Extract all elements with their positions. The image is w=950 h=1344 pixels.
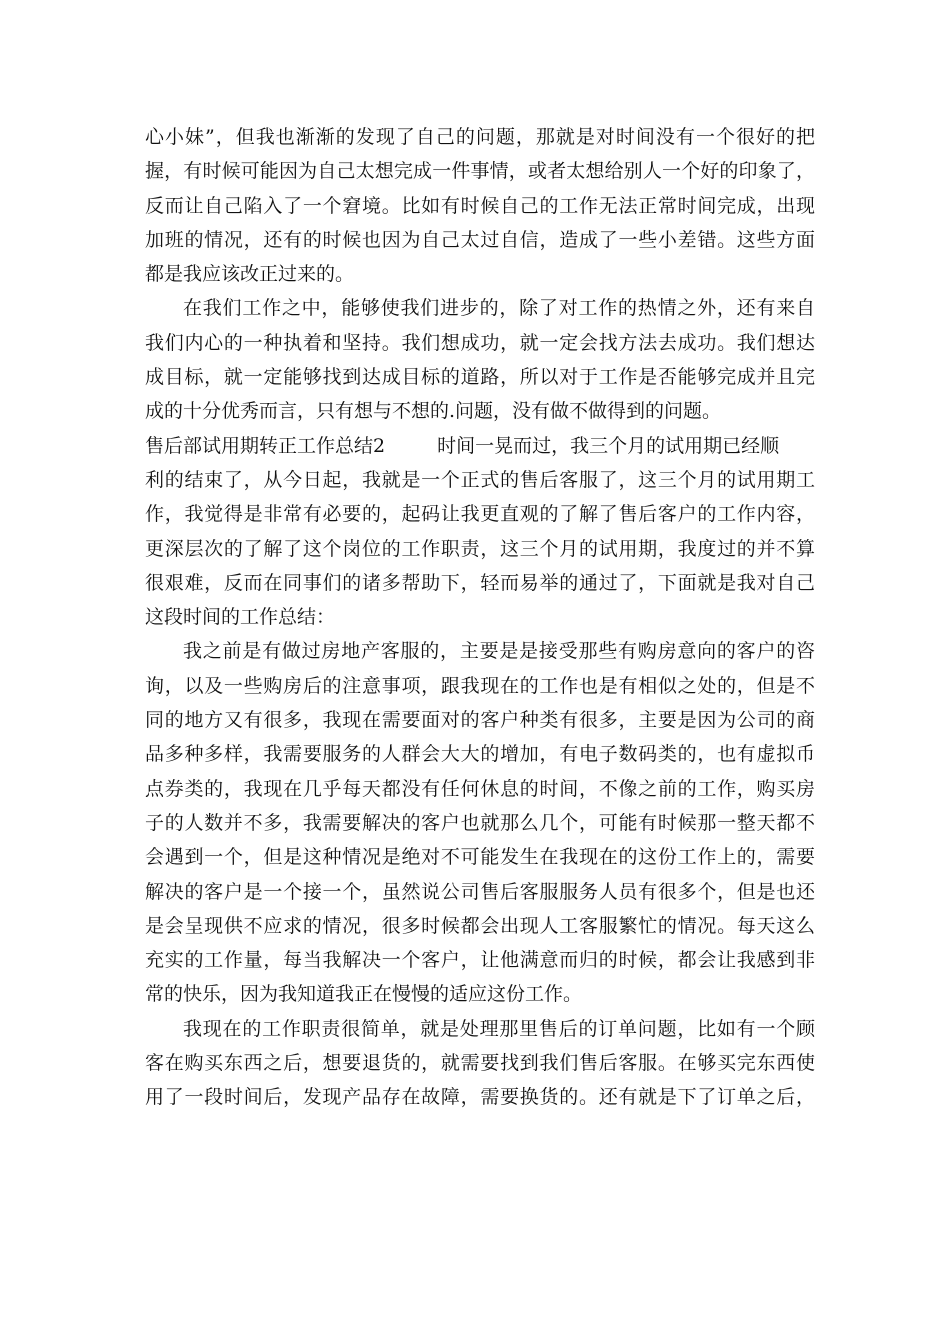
text-line: 会遇到一个，但是这种情况是绝对不可能发生在我现在的这份工作上的，需要 <box>145 846 815 869</box>
section-heading: 售后部试用期转正工作总结2 <box>145 434 386 457</box>
text-line: 询，以及一些购房后的注意事项，跟我现在的工作也是有相似之处的，但是不 <box>145 674 815 697</box>
text-line: 更深层次的了解了这个岗位的工作职责，这三个月的试用期，我度过的并不算 <box>145 537 815 560</box>
text-line: 我们内心的一种执着和坚持。我们想成功，就一定会找方法去成功。我们想达 <box>145 331 815 354</box>
text-line: 常的快乐，因为我知道我正在慢慢的适应这份工作。 <box>145 983 583 1006</box>
paragraph-first-line: 我之前是有做过房地产客服的，主要是是接受那些有购房意向的客户的咨 <box>183 640 815 663</box>
text-line: 客在购买东西之后，想要退货的，就需要找到我们售后客服。在够买完东西使 <box>145 1052 815 1075</box>
text-line: 反而让自己陷入了一个窘境。比如有时候自己的工作无法正常时间完成，出现 <box>145 194 815 217</box>
paragraph-first-line: 在我们工作之中，能够使我们进步的，除了对工作的热情之外，还有来自 <box>183 297 815 320</box>
text-line: 握，有时候可能因为自己太想完成一件事情，或者太想给别人一个好的印象了， <box>145 160 815 183</box>
text-line: 作，我觉得是非常有必要的，起码让我更直观的了解了售后客户的工作内容， <box>145 503 815 526</box>
text-line: 这段时间的工作总结： <box>145 606 336 629</box>
text-line: 成的十分优秀而言，只有想与不想的.问题，没有做不做得到的问题。 <box>145 400 722 423</box>
text-line: 用了一段时间后，发现产品存在故障，需要换货的。还有就是下了订单之后， <box>145 1086 815 1109</box>
text-line: 利的结束了，从今日起，我就是一个正式的售后客服了，这三个月的试用期工 <box>145 468 815 491</box>
text-line: 品多种多样，我需要服务的人群会大大的增加，有电子数码类的，也有虚拟币 <box>145 743 815 766</box>
text-line: 点券类的，我现在几乎每天都没有任何休息的时间，不像之前的工作，购买房 <box>145 777 815 800</box>
paragraph-first-line: 我现在的工作职责很简单，就是处理那里售后的订单问题，比如有一个顾 <box>183 1017 815 1040</box>
text-line: 心小妹”，但我也渐渐的发现了自己的问题，那就是对时间没有一个很好的把 <box>145 126 815 148</box>
text-line: 成目标，就一定能够找到达成目标的道路，所以对于工作是否能够完成并且完 <box>145 366 815 389</box>
text-line: 解决的客户是一个接一个，虽然说公司售后客服服务人员有很多个，但是也还 <box>145 880 815 903</box>
text-line: 是会呈现供不应求的情况，很多时候都会出现人工客服繁忙的情况。每天这么 <box>145 914 815 937</box>
section-heading-line <box>145 429 815 463</box>
text-line: 很艰难，反而在同事们的诸多帮助下，轻而易举的通过了，下面就是我对自己 <box>145 571 815 594</box>
document-body <box>145 120 815 1115</box>
text-line: 充实的工作量，每当我解决一个客户，让他满意而归的时候，都会让我感到非 <box>145 949 815 972</box>
text-line: 同的地方又有很多，我现在需要面对的客户种类有很多，主要是因为公司的商 <box>145 709 815 732</box>
text-line: 子的人数并不多，我需要解决的客户也就那么几个，可能有时候那一整天都不 <box>145 811 815 834</box>
text-line: 加班的情况，还有的时候也因为自己太过自信，造成了一些小差错。这些方面 <box>145 228 815 251</box>
paragraph-first-line: 时间一晃而过，我三个月的试用期已经顺 <box>437 434 780 457</box>
text-line: 都是我应该改正过来的。 <box>145 263 355 286</box>
